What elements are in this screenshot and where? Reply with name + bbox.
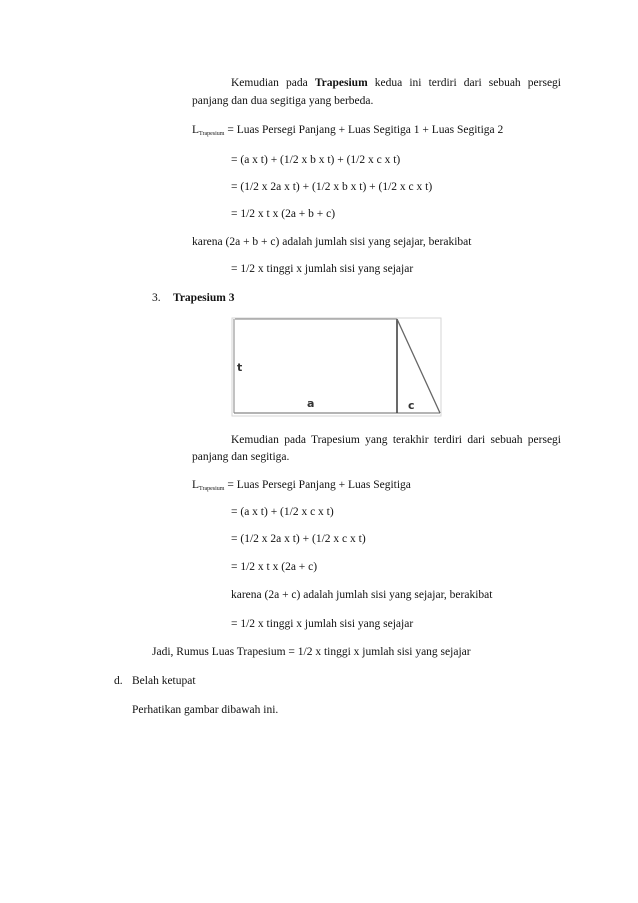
formula-2-definition [192, 478, 411, 492]
formula-1-step-3: = 1/2 x t x (2a + b + c) [231, 208, 336, 220]
formula-1-rhs: = Luas Persegi Panjang + Luas Segitiga 1 + Luas Segitiga 2 [224, 124, 504, 136]
section-3-title: Trapesium 3 [173, 292, 235, 304]
trapezoid-figure [230, 316, 445, 418]
figure-label-c: c [408, 399, 415, 412]
formula-2-L: L [192, 479, 200, 491]
formula-1-definition [192, 123, 503, 137]
paragraph-1-line-2: panjang dan dua segitiga yang berbeda. [192, 95, 374, 107]
section-3-number: 3. [152, 292, 161, 304]
paragraph-2-line-1: Kemudian pada Trapesium yang terakhir terdiri dari sebuah persegi [231, 434, 561, 446]
formula-2-note: karena (2a + c) adalah jumlah sisi yang sejajar, berakibat [231, 589, 493, 601]
section-d-title: Belah ketupat [132, 675, 196, 687]
para1-prefix: Kemudian pada [231, 77, 315, 89]
section-3-heading [152, 291, 234, 305]
section-d-heading [114, 674, 196, 688]
paragraph-1-line-1 [231, 76, 561, 90]
formula-2-step-4: = 1/2 x tinggi x jumlah sisi yang sejajar [231, 618, 414, 630]
formula-1-L: L [192, 124, 200, 136]
formula-2-step-2: = (1/2 x 2a x t) + (1/2 x c x t) [231, 533, 366, 545]
formula-2-L-subscript: Trapesium [199, 486, 225, 492]
formula-1-step-4: = 1/2 x tinggi x jumlah sisi yang sejajar [231, 263, 414, 275]
instruction: Perhatikan gambar dibawah ini. [132, 704, 279, 716]
formula-1-note: karena (2a + b + c) adalah jumlah sisi yang sejajar, berakibat [192, 236, 472, 248]
figure-label-a: a [307, 397, 315, 410]
para1-suffix: kedua ini terdiri dari sebuah persegi [367, 77, 561, 89]
para1-bold-term: Trapesium [314, 77, 368, 89]
paragraph-2-line-2: panjang dan segitiga. [192, 451, 290, 463]
formula-1-L-subscript: Trapesium [199, 131, 225, 137]
formula-2-step-3: = 1/2 x t x (2a + c) [231, 561, 318, 573]
conclusion: Jadi, Rumus Luas Trapesium = 1/2 x tinggi x jumlah sisi yang sejajar [152, 646, 471, 658]
formula-1-step-2: = (1/2 x 2a x t) + (1/2 x b x t) + (1/2 x c x t) [231, 181, 433, 193]
formula-1-step-1: = (a x t) + (1/2 x b x t) + (1/2 x c x t) [231, 154, 401, 166]
figure-label-t: t [237, 361, 243, 374]
section-d-letter: d. [114, 675, 123, 687]
formula-2-rhs: = Luas Persegi Panjang + Luas Segitiga [224, 479, 411, 491]
formula-2-step-1: = (a x t) + (1/2 x c x t) [231, 506, 334, 518]
